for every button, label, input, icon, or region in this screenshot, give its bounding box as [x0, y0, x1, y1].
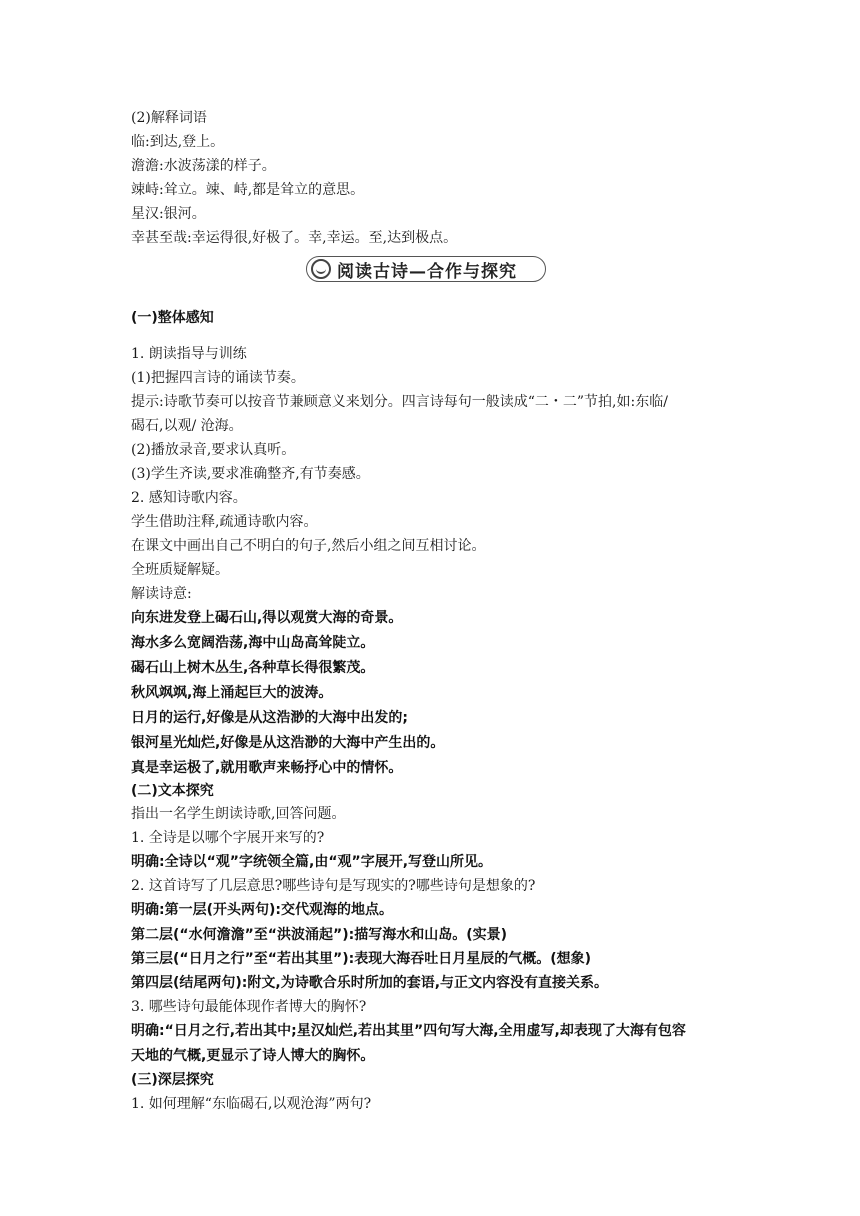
part1-heading: (一)整体感知: [131, 310, 214, 326]
vocab-item: 临:到达,登上。: [131, 134, 225, 150]
body-line: (3)学生齐读,要求准确整齐,有节奏感。: [131, 466, 370, 482]
vocab-item: 星汉:银河。: [131, 206, 206, 222]
answer-line: 明确:“日月之行,若出其中;星汉灿烂,若出其里”四句写大海,全用虚写,却表现了大海有包容: [131, 1023, 686, 1039]
vocab-item: 幸甚至哉:幸运得很,好极了。幸,幸运。至,达到极点。: [131, 230, 458, 246]
answer-line: 第二层(“水何澹澹”至“洪波涌起”):描写海水和山岛。(实景): [131, 927, 507, 943]
body-line: 1. 朗读指导与训练: [131, 346, 247, 362]
answer-line: 第三层(“日月之行”至“若出其里”):表现大海吞吐日月星辰的气概。(想象): [131, 951, 591, 967]
body-line: 学生借助注释,疏通诗歌内容。: [131, 514, 318, 530]
part2-heading: (二)文本探究: [131, 783, 214, 799]
meaning-line: 银河星光灿烂,好像是从这浩渺的大海中产生出的。: [131, 735, 445, 751]
swirl-logo-icon: [311, 259, 331, 279]
body-line: 全班质疑解疑。: [131, 562, 229, 578]
meaning-line: 秋风飒飒,海上涌起巨大的波涛。: [131, 685, 333, 701]
body-line: 2. 感知诗歌内容。: [131, 490, 247, 506]
body-line: 提示:诗歌节奏可以按音节兼顾意义来划分。四言诗每句一般读成“二・二”节拍,如:东临/: [131, 394, 668, 410]
body-line: (1)把握四言诗的诵读节奏。: [131, 370, 305, 386]
vocab-item: 竦峙:耸立。竦、峙,都是耸立的意思。: [131, 182, 365, 198]
answer-line: 第四层(结尾两句):附文,为诗歌合乐时所加的套语,与正文内容没有直接关系。: [131, 975, 609, 991]
answer-line: 明确:第一层(开头两句):交代观海的地点。: [131, 902, 393, 918]
body-line: 在课文中画出自己不明白的句子,然后小组之间互相讨论。: [131, 538, 486, 554]
vocab-item: 澹澹:水波荡漾的样子。: [131, 158, 276, 174]
body-line: (2)播放录音,要求认真听。: [131, 442, 296, 458]
question-line: 1. 如何理解“东临碣石,以观沧海”两句?: [131, 1096, 372, 1112]
body-line: 碣石,以观/ 沧海。: [131, 418, 243, 434]
question-line: 3. 哪些诗句最能体现作者博大的胸怀?: [131, 999, 367, 1015]
vocab-heading: (2)解释词语: [131, 110, 207, 126]
meaning-line: 日月的运行,好像是从这浩渺的大海中出发的;: [131, 710, 408, 726]
meaning-line: 海水多么宽阔浩荡,海中山岛高耸陡立。: [131, 635, 375, 651]
answer-line: 明确:全诗以“观”字统领全篇,由“观”字展开,写登山所见。: [131, 854, 493, 870]
section-banner: [306, 256, 546, 282]
meaning-line: 碣石山上树木丛生,各种草长得很繁茂。: [131, 660, 375, 676]
body-line: 解读诗意:: [131, 586, 192, 602]
question-line: 1. 全诗是以哪个字展开来写的?: [131, 830, 325, 846]
meaning-line: 向东进发登上碣石山,得以观赏大海的奇景。: [131, 610, 403, 626]
part3-heading: (三)深层探究: [131, 1072, 214, 1088]
question-line: 2. 这首诗写了几层意思?哪些诗句是写现实的?哪些诗句是想象的?: [131, 878, 536, 894]
banner-title: 阅读古诗—合作与探究: [337, 261, 517, 282]
body-line: 指出一名学生朗读诗歌,回答问题。: [131, 806, 346, 822]
meaning-line: 真是幸运极了,就用歌声来畅抒心中的情怀。: [131, 760, 403, 776]
answer-line: 天地的气概,更显示了诗人博大的胸怀。: [131, 1048, 375, 1064]
